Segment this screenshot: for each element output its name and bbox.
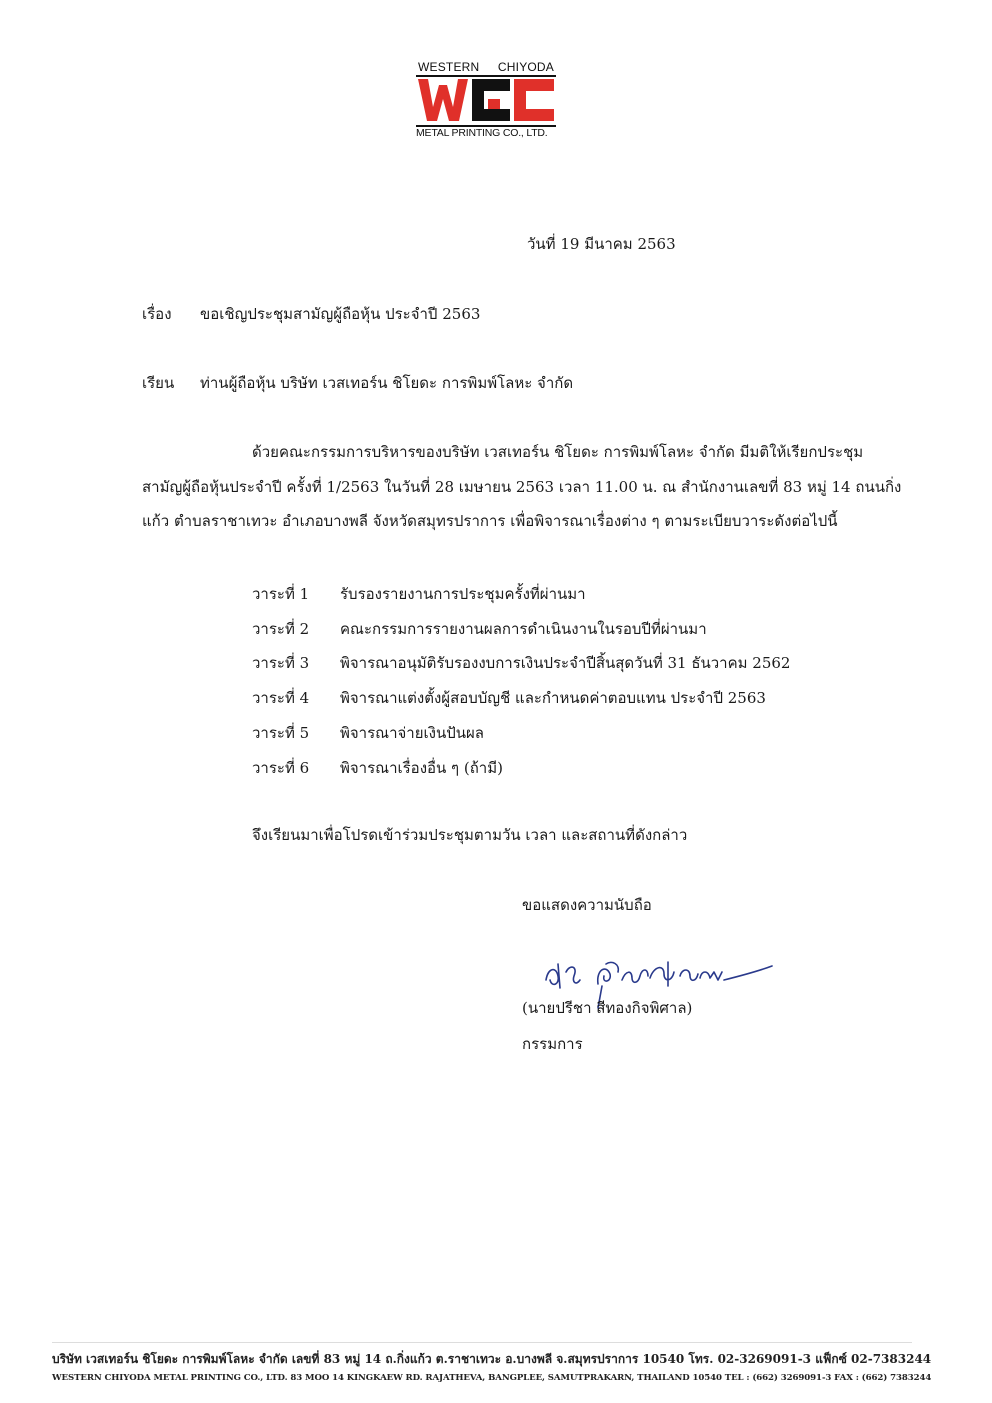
agenda-number: วาระที่ 3 [252, 654, 310, 672]
agenda-number: วาระที่ 6 [252, 759, 310, 777]
agenda-text: พิจารณาจ่ายเงินปันผล [340, 724, 484, 742]
signer-position: กรรมการ [522, 1035, 583, 1053]
agenda-text: คณะกรรมการรายงานผลการดำเนินงานในรอบปีที่ผ่านมา [340, 620, 707, 638]
agenda-text: พิจารณาเรื่องอื่น ๆ (ถ้ามี) [340, 759, 503, 777]
agenda-text: พิจารณาแต่งตั้งผู้สอบบัญชี และกำหนดค่าตอบแทน ประจำปี 2563 [340, 689, 766, 707]
logo-word-chiyoda: CHIYODA [497, 60, 554, 74]
letter-date: วันที่ 19 มีนาคม 2563 [527, 235, 676, 253]
closing-text: จึงเรียนมาเพื่อโปรดเข้าร่วมประชุมตามวัน เวลา และสถานที่ดังกล่าว [252, 826, 688, 844]
recipient-text: ท่านผู้ถือหุ้น บริษัท เวสเทอร์น ชิโยดะ การพิมพ์โลหะ จำกัด [200, 374, 574, 392]
regards-text: ขอแสดงความนับถือ [522, 896, 652, 914]
body-line-1: ด้วยคณะกรรมการบริหารของบริษัท เวสเทอร์น ชิโยดะ การพิมพ์โลหะ จำกัด มีมติให้เรียกประชุม [252, 443, 864, 461]
footer-address-thai: บริษัท เวสเทอร์น ชิโยดะ การพิมพ์โลหะ จำกัด เลขที่ 83 หมู่ 14 ถ.กิ่งแก้ว ต.ราชาเทวะ อ.บางพลี จ.สมุทรปราการ 10540 โทร. 02-3269091-3 แฟ็กซ์ 02-7383244 [52, 1352, 932, 1366]
footer-address-english: WESTERN CHIYODA METAL PRINTING CO., LTD. 83 MOO 14 KINGKAEW RD. RAJATHEVA, BANGPLEE, SAMUTPRAKARN, THAILAND 10540 TEL : (662) 3269091-3 FAX : (662) 7383244 [52, 1373, 932, 1383]
agenda-number: วาระที่ 5 [252, 724, 310, 742]
agenda-text: รับรองรายงานการประชุมครั้งที่ผ่านมา [340, 585, 586, 603]
agenda-text: พิจารณาอนุมัติรับรองงบการเงินประจำปีสิ้นสุดวันที่ 31 ธันวาคม 2562 [340, 654, 791, 672]
agenda-number: วาระที่ 2 [252, 620, 310, 638]
subject-label: เรื่อง [142, 305, 172, 323]
logo-wcc-mark [416, 77, 556, 123]
agenda-number: วาระที่ 1 [252, 585, 310, 603]
body-line-2: สามัญผู้ถือหุ้นประจำปี ครั้งที่ 1/2563 ในวันที่ 28 เมษายน 2563 เวลา 11.00 น. ณ สำนักงานเลขที่ 83 หมู่ 14 ถนนกิ่ง [142, 478, 902, 496]
logo-word-western: WESTERN [418, 60, 480, 74]
agenda-number: วาระที่ 4 [252, 689, 310, 707]
signer-name: (นายปรีชา สีทองกิจพิศาล) [522, 999, 693, 1017]
subject-text: ขอเชิญประชุมสามัญผู้ถือหุ้น ประจำปี 2563 [200, 305, 481, 323]
footer-divider [52, 1342, 912, 1343]
company-logo [416, 60, 556, 142]
recipient-label: เรียน [142, 374, 175, 392]
logo-bottom-text: METAL PRINTING CO., LTD. [416, 127, 548, 139]
body-line-3: แก้ว ตำบลราชาเทวะ อำเภอบางพลี จังหวัดสมุทรปราการ เพื่อพิจารณาเรื่องต่าง ๆ ตามระเบียบวาระดังต่อไปนี้ [142, 512, 838, 530]
